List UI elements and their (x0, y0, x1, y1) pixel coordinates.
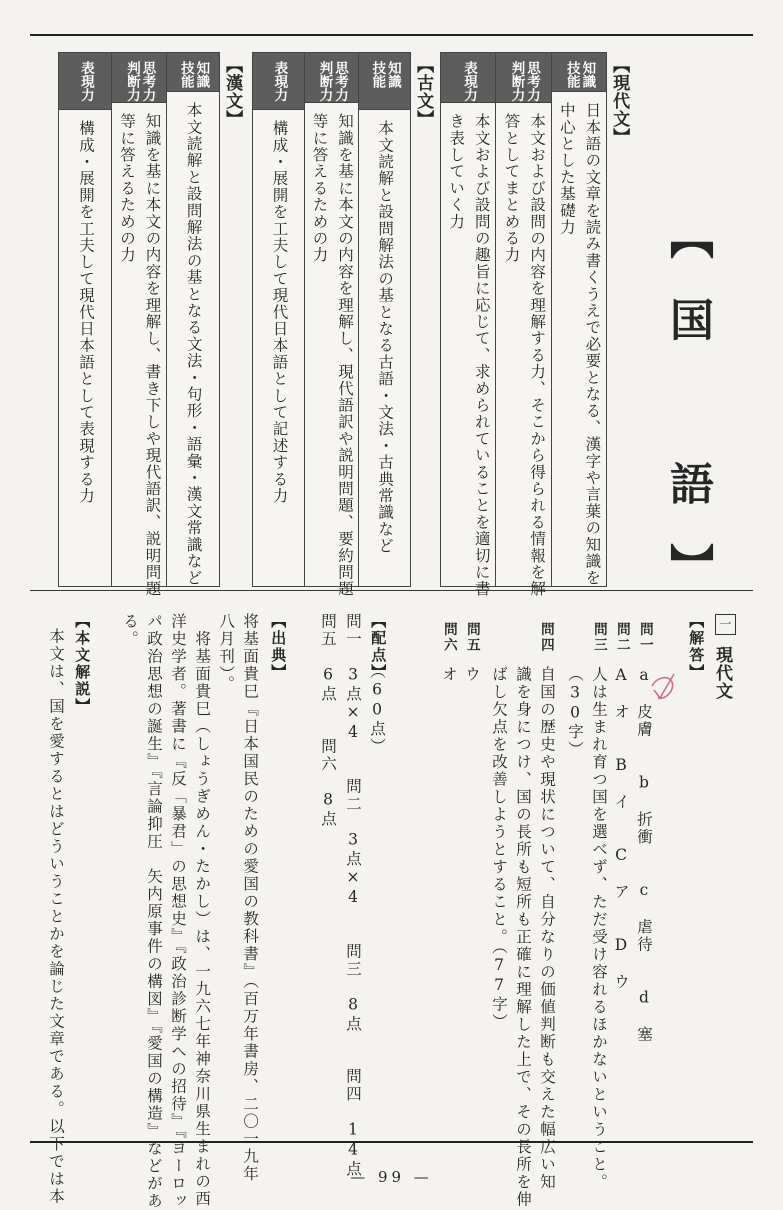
column-header: 表現力 (460, 61, 477, 102)
haiten-line-1: 問一 3点×4 問二 3点×4 問三 8点 問四 14点 (344, 613, 363, 1178)
question-label: 問一 (636, 622, 653, 653)
question-label: 問二 (613, 622, 630, 653)
section-label-kobun: 【古文】 (413, 56, 434, 128)
haiten-total: （60点） (368, 663, 387, 756)
top-rule (30, 34, 753, 36)
section-title-gendaibun: 現代文 (712, 646, 732, 700)
column-body: 本文読解と設問解法の基となる古語・文法・古典常識など (376, 120, 395, 555)
kobun-col-expression (253, 53, 304, 586)
kanbun-col-expression (59, 53, 111, 586)
question-label: 問四 (537, 622, 554, 653)
page-number: — 99 — (350, 1168, 433, 1186)
handwritten-check-icon (648, 668, 678, 708)
answer-text: 自国の歴史や現状について、自分なりの価値判断も交えた幅広い知 識を身につけ、国の長所も短所も正確に理解した上で、その長所を伸 ばし欠点を改善しようとすること。（77字） (490, 666, 557, 1209)
haiten-line-2: 問五 6点 問六 8点 (319, 613, 338, 828)
column-header: 思考力 判断力 (316, 61, 348, 102)
column-header: 思考力 判断力 (123, 61, 156, 102)
question-label: 問三 (590, 622, 607, 653)
column-body: 構成・展開を工夫して現代日本語として記述する力 (270, 120, 289, 505)
gendaibun-col-knowledge (551, 53, 606, 586)
column-header: 表現力 (271, 61, 288, 102)
kanbun-col-knowledge (166, 53, 219, 586)
column-body: 本文および設問の趣旨に応じて、求められていることを適切に書 き表していく力 (447, 112, 491, 597)
column-body: 知識を基に本文の内容を理解し、現代語訳や説明問題、要約問題 等に答えるための力 (310, 112, 355, 597)
question-label: 問六 (440, 622, 457, 653)
gendaibun-col-thinking (495, 53, 550, 597)
answers-label: 【解答】 (687, 613, 706, 681)
answer-text: オ (440, 666, 459, 684)
gendaibun-col-expression (441, 53, 495, 597)
page-title: 【国 語】 (662, 215, 713, 625)
kobun-table (252, 52, 411, 597)
section-label-gendaibun: 【現代文】 (609, 56, 630, 146)
column-body: 構成・展開を工夫して現代日本語として表現する力 (76, 120, 95, 505)
answer-text: 人は生まれ育つ国を選べず、ただ受け容れるほかないということ。 （30字） (566, 666, 609, 1191)
kobun-col-knowledge (358, 53, 410, 586)
column-header: 知識 技能 (369, 61, 401, 88)
column-body: 本文および設問の内容を理解する力、そこから得られる情報を解 答としてまとめる力 (502, 112, 547, 597)
section-number-box: 一 (715, 614, 736, 635)
column-body: 日本語の文章を読み書くうえで必要となる、漢字や言葉の知識を 中心とした基礎力 (557, 101, 602, 586)
haiten-label: 【配点】 (369, 613, 388, 681)
column-header: 思考力 判断力 (508, 61, 541, 102)
column-header: 知識 技能 (177, 61, 210, 88)
kobun-col-thinking (304, 53, 357, 597)
column-body: 本文読解と設問解法の基となる文法・句形・語彙・漢文常識など (184, 101, 203, 586)
column-body: 知識を基に本文の内容を理解し、書き下しや現代語訳、説明問題 等に答えるための力 (117, 112, 162, 597)
question-label: 問五 (463, 622, 480, 653)
section-label-kanbun: 【漢文】 (222, 56, 243, 128)
answer-text: ウ (463, 666, 482, 684)
shutten-text: 将基面貴巳『日本国民のための愛国の教科書』（百万年書房、二〇一九年 八月刊）。 将基面貴巳（しょうぎめん・たかし）は、一九六七年神奈川県生まれの西 洋史学者。著書に『反「暴君」の思想史』『政治診断学への招待』『ヨーロッ パ政治思想の誕生』『言論抑圧 矢内原事件の構図』『愛国の構造』などがあ る。 (121, 613, 260, 1210)
kanbun-col-thinking (111, 53, 165, 597)
shutten-label: 【出典】 (269, 613, 288, 681)
column-header: 知識 技能 (563, 61, 596, 88)
gendaibun-table (440, 52, 607, 597)
answer-text: A オ B イ C ア D ウ (612, 666, 631, 991)
honbun-kaisetsu-text: 本文は、国を愛するとはどういうことかを論じた文章である。以下では本 (47, 628, 66, 1206)
answer-text: a 皮膚 b 折衝 c 虐待 d 塞 (635, 666, 654, 1044)
column-header: 表現力 (77, 61, 94, 102)
honbun-kaisetsu-label: 【本文解説】 (73, 613, 92, 715)
kanbun-table (58, 52, 220, 597)
